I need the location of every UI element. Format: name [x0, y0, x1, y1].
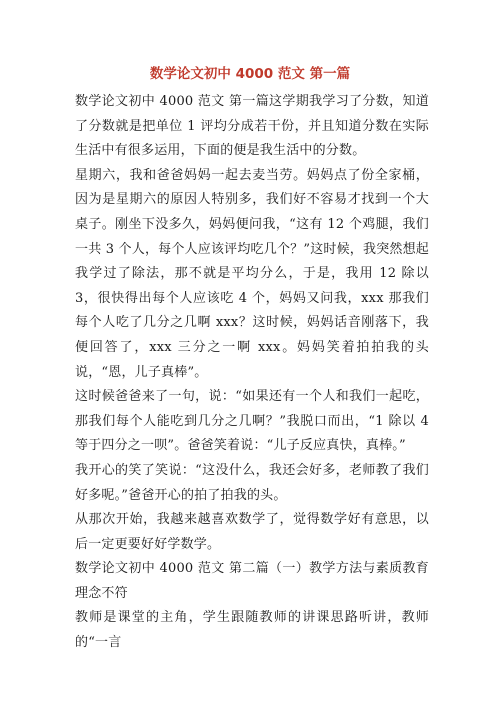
document-title: 数学论文初中 4000 范文 第一篇	[149, 66, 351, 82]
document-body	[75, 90, 429, 656]
paragraph-dad-question: 这时候爸爸来了一句，说：“如果还有一个人和我们一起吃，那我们每个人能吃到几分之几啊？”我脱口而出，“1 除以 4 等于四分之一呗”。爸爸笑着说：“儿子反应真快，真棒。”	[75, 389, 429, 454]
paragraph-teacher: 教师是课堂的主角，学生跟随教师的讲课思路听讲，教师的“一言	[75, 610, 429, 651]
paragraph-second-article-heading: 数学论文初中 4000 范文 第二篇（一）教学方法与素质教育理念不符	[75, 561, 429, 601]
paragraph-conclusion: 从那次开始，我越来越喜欢数学了，觉得数学好有意思，以后一定更要好好学数学。	[75, 512, 429, 552]
paragraph-intro: 数学论文初中 4000 范文 第一篇这学期我学习了分数，知道了分数就是把单位 1 评均分成若干份，并且知道分数在实际生活中有很多运用，下面的便是我生活中的分数。	[75, 94, 429, 159]
paragraph-mcdonalds: 星期六，我和爸爸妈妈一起去麦当劳。妈妈点了份全家桶，因为是星期六的原因人特别多，我们好不容易才找到一个大桌子。刚坐下没多久，妈妈便问我，“这有 12 个鸡腿，我们一共 3 个人，每个人应该评均吃几个？”这时候，我突然想起我学过了除法，那不就是平均分么，于是，我用 12 除以 3，很快得出每个人应该吃 4 个，妈妈又问我，xxx 那我们每个人吃了几分之几啊 xxx？这时候，妈妈话音刚落下，我便回答了，xxx 三分之一啊 xxx。妈妈笑着拍拍我的头说，“恩，儿子真棒”。	[75, 167, 429, 380]
paragraph-happy: 我开心的笑了笑说：“这没什么，我还会好多，老师教了我们好多呢。”爸爸开心的拍了拍我的头。	[75, 462, 429, 503]
